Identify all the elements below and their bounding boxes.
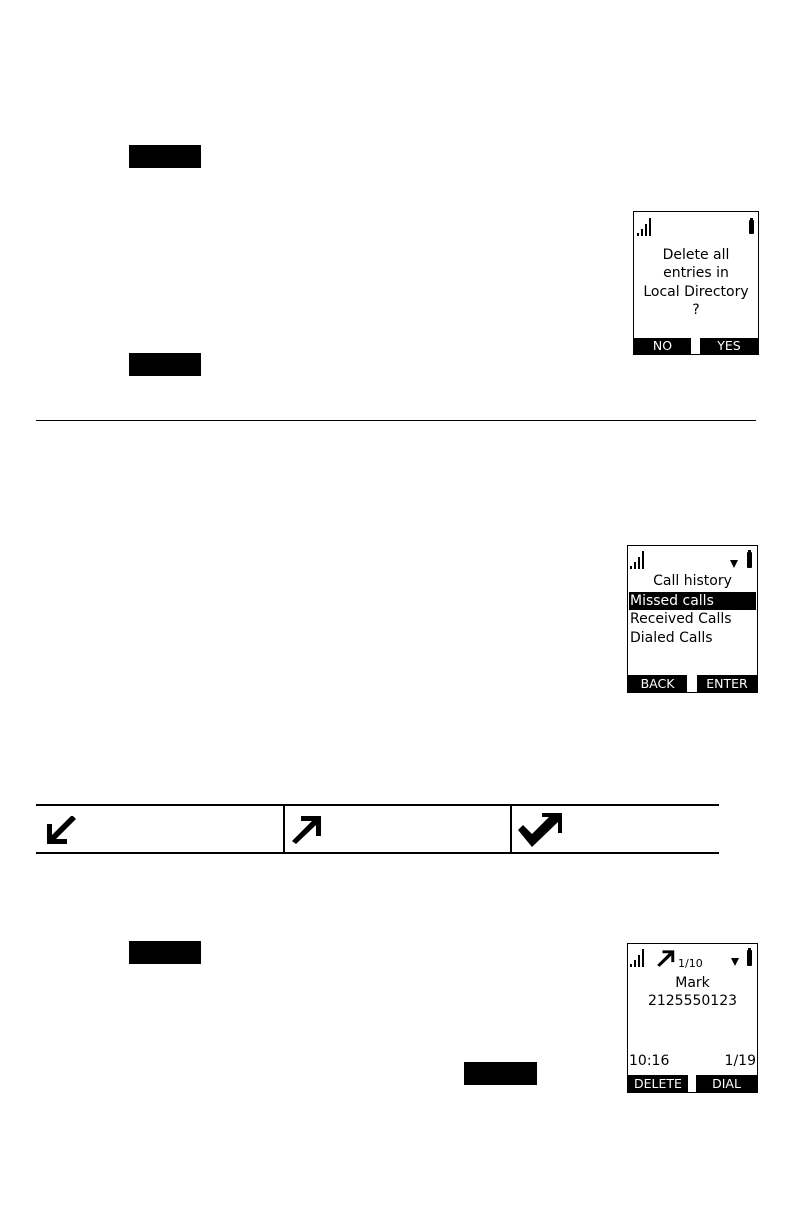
softkey-image — [129, 145, 201, 168]
entry-index: 1/10 — [678, 957, 703, 970]
yes-softkey[interactable]: YES — [700, 338, 758, 354]
call-history-screen — [627, 545, 758, 693]
dialed-call-icon — [290, 812, 324, 846]
softkey-image — [129, 353, 201, 376]
call-date: 1/19 — [724, 1053, 756, 1069]
scroll-down-icon — [731, 958, 739, 966]
dialed-call-cell — [285, 805, 510, 853]
menu-item-received-calls[interactable]: Received Calls — [630, 611, 732, 627]
received-call-cell — [512, 805, 719, 853]
no-softkey[interactable]: NO — [634, 338, 691, 354]
missed-call-icon — [43, 812, 77, 846]
dial-softkey[interactable]: DIAL — [696, 1075, 757, 1092]
enter-softkey[interactable]: ENTER — [697, 675, 757, 692]
battery-icon — [749, 220, 754, 234]
menu-title: Call history — [653, 573, 732, 589]
menu-item-missed-calls[interactable]: Missed calls — [629, 592, 756, 610]
delete-softkey[interactable]: DELETE — [628, 1075, 688, 1092]
section-divider — [36, 420, 756, 421]
call-time: 10:16 — [629, 1053, 670, 1069]
dialed-call-icon — [655, 948, 677, 968]
call-entry-screen — [627, 943, 758, 1093]
confirm-line-4: ? — [692, 302, 700, 318]
signal-icon — [630, 549, 646, 569]
received-call-icon — [518, 811, 570, 847]
softkey-image — [129, 941, 201, 964]
missed-call-cell — [36, 805, 283, 853]
delete-confirm-screen — [633, 211, 759, 355]
menu-item-dialed-calls[interactable]: Dialed Calls — [630, 630, 713, 646]
signal-icon — [637, 216, 653, 236]
softkey-image — [464, 1062, 537, 1085]
confirm-line-1: Delete all — [662, 247, 730, 263]
confirm-line-3: Local Directory — [643, 284, 749, 300]
confirm-line-2: entries in — [663, 265, 729, 281]
signal-icon — [630, 947, 646, 967]
battery-icon — [747, 950, 752, 966]
back-softkey[interactable]: BACK — [628, 675, 687, 692]
caller-name: Mark — [675, 975, 710, 991]
scroll-down-icon — [730, 560, 738, 568]
caller-number: 2125550123 — [647, 993, 738, 1009]
battery-icon — [747, 552, 752, 568]
